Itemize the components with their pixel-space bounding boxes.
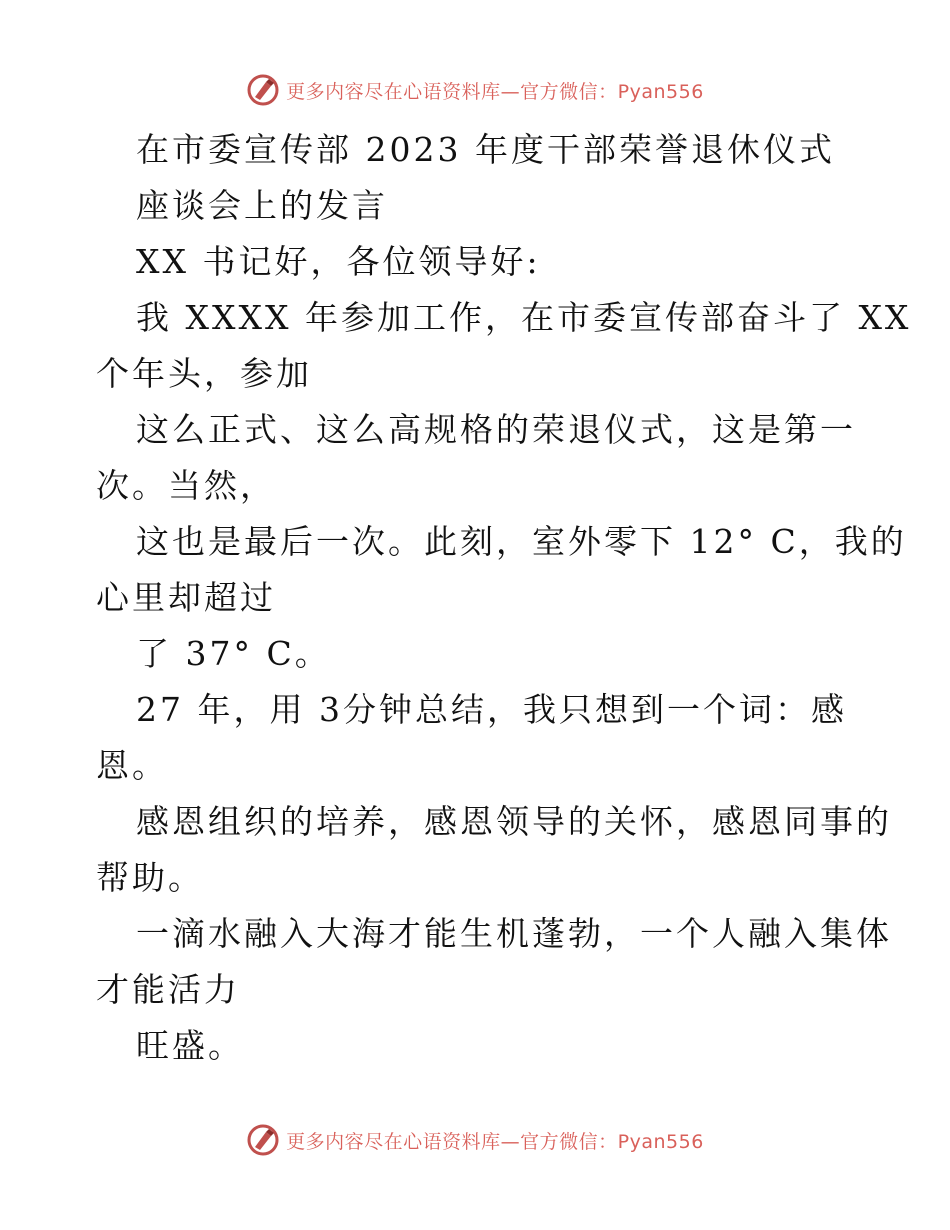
text-line: 心里却超过 bbox=[96, 578, 276, 617]
brand-logo-icon bbox=[246, 1123, 280, 1157]
text-line: 这也是最后一次。此刻，室外零下 12° C，我的 bbox=[136, 522, 907, 561]
text-line: 这么正式、这么高规格的荣退仪式，这是第一 bbox=[136, 410, 856, 449]
document-body bbox=[96, 122, 912, 1074]
watermark-text: 更多内容尽在心语资料库—官方微信：Pyan556 bbox=[286, 80, 704, 103]
text-line: 了 37° C。 bbox=[136, 634, 331, 673]
header-watermark bbox=[0, 70, 950, 110]
text-line: 我 XXXX 年参加工作，在市委宣传部奋斗了 XX bbox=[136, 298, 912, 337]
text-line: 在市委宣传部 2023 年度干部荣誉退休仪式 bbox=[136, 130, 835, 169]
text-line: 旺盛。 bbox=[136, 1026, 244, 1065]
text-line: 一滴水融入大海才能生机蓬勃，一个人融入集体 bbox=[136, 914, 892, 953]
text-line: 个年头，参加 bbox=[96, 354, 312, 393]
text-line: 次。当然， bbox=[96, 466, 276, 505]
text-line: 座谈会上的发言 bbox=[136, 186, 388, 225]
text-line: 才能活力 bbox=[96, 970, 240, 1009]
brand-logo-icon bbox=[246, 73, 280, 107]
text-line: 帮助。 bbox=[96, 858, 204, 897]
text-line: 感恩组织的培养，感恩领导的关怀，感恩同事的 bbox=[136, 802, 892, 841]
text-line: 恩。 bbox=[96, 746, 168, 785]
text-line: 27 年，用 3分钟总结，我只想到一个词：感 bbox=[136, 690, 847, 729]
footer-watermark bbox=[0, 1120, 950, 1160]
watermark-text: 更多内容尽在心语资料库—官方微信：Pyan556 bbox=[286, 1130, 704, 1153]
text-line: XX 书记好，各位领导好: bbox=[136, 242, 541, 281]
